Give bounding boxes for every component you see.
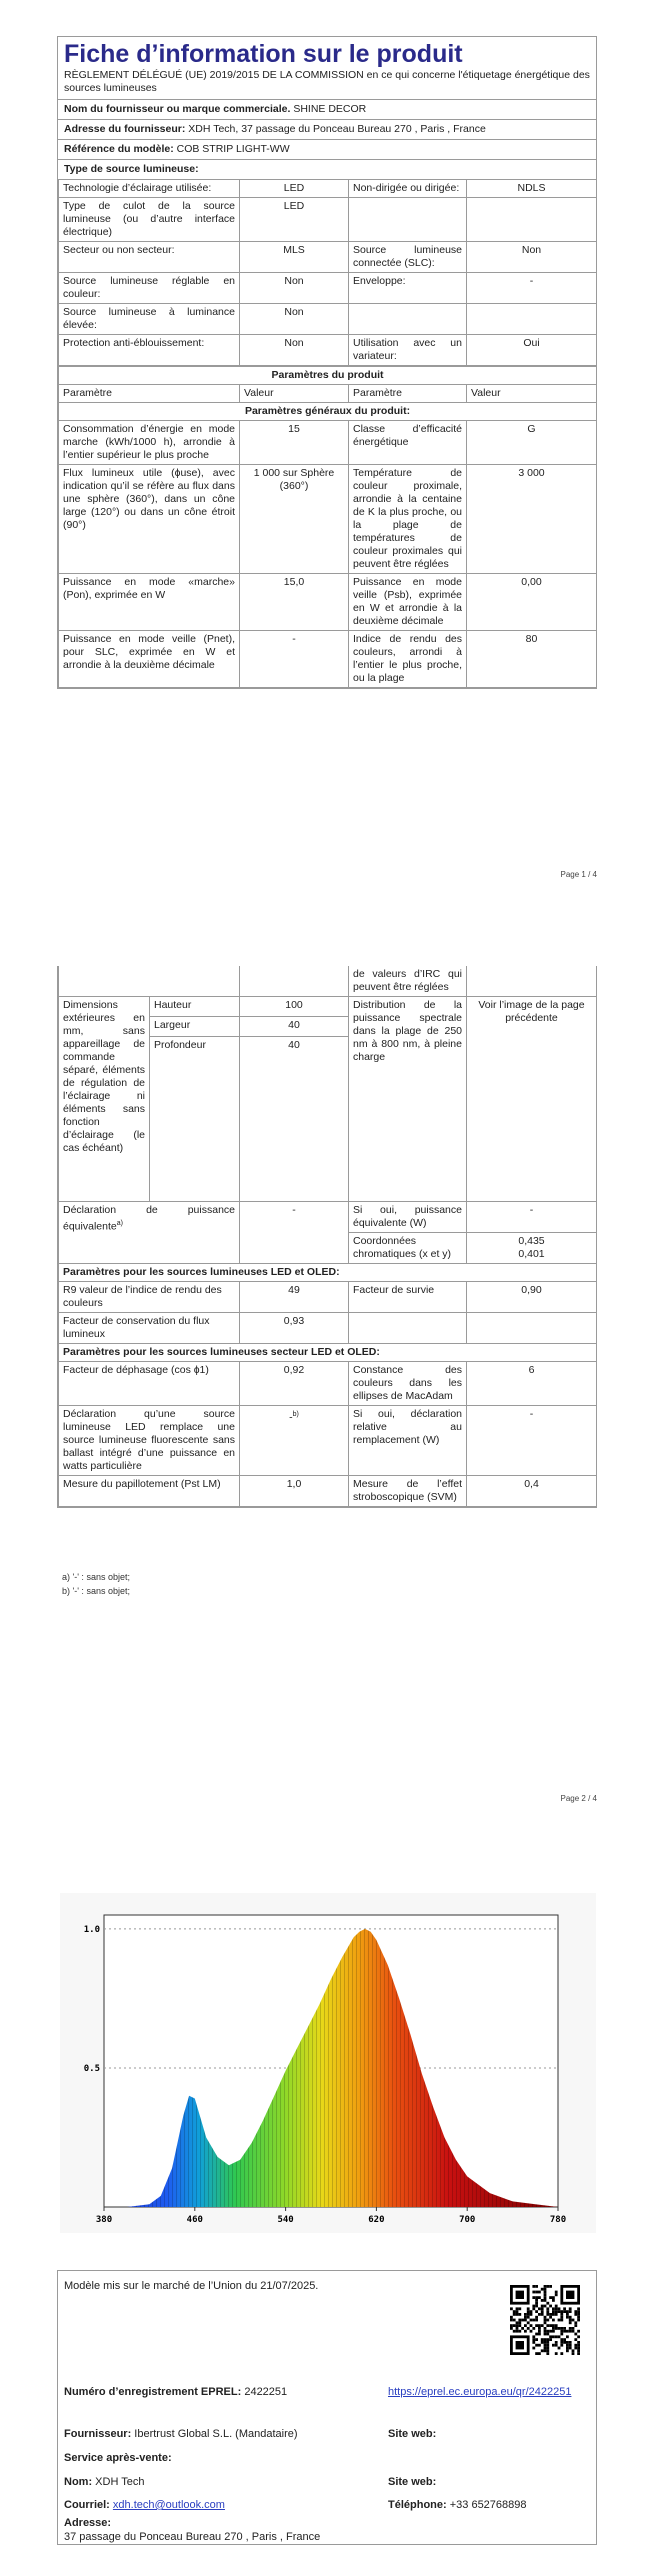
source-value: LED — [240, 180, 349, 198]
model-row — [58, 140, 596, 160]
param-label: Flux lumineux utile (ɸuse), avec indication qu’il se réfère au flux dans une sphère (360°), dans un cône large (120°) ou dans un cône étroit (90°) — [59, 465, 240, 574]
source-label: Secteur ou non secteur: — [59, 242, 240, 273]
model-label: Référence du modèle: — [64, 143, 174, 155]
address-row — [58, 120, 596, 140]
phase-value: 0,92 — [240, 1362, 349, 1406]
eprel-number: 2422251 — [244, 2386, 288, 2398]
param-value: G — [467, 421, 597, 465]
dimensions-row — [59, 997, 597, 1017]
phone-label: Téléphone: — [388, 2499, 447, 2511]
card-address-label — [64, 2516, 111, 2530]
param-label: Consommation d’énergie en mode marche (kWh/1000 h), arrondie à l’entier supérieur le plus proche — [59, 421, 240, 465]
eprel-link[interactable]: https://eprel.ec.europa.eu/qr/2422251 — [388, 2386, 572, 2398]
source-row — [59, 335, 597, 366]
chroma-label: Coordonnées chromatiques (x et y) — [349, 1233, 467, 1264]
r9-label: R9 valeur de l’indice de rendu des couleurs — [59, 1282, 240, 1313]
qr-code-icon[interactable] — [510, 2285, 580, 2355]
equiv-label-text: Déclaration de puissance équivalente — [63, 1204, 235, 1233]
replace-w-label: Si oui, déclaration relative au remplacement (W) — [349, 1406, 467, 1476]
source-type-heading — [58, 160, 596, 179]
source-label: Source lumineuse à luminance élevée: — [59, 304, 240, 335]
param-label: Classe d’efficacité énergétique — [349, 421, 467, 465]
source-row — [59, 242, 597, 273]
website-label-2 — [388, 2475, 436, 2489]
dim-name: Hauteur — [150, 997, 240, 1017]
macadam-value: 6 — [467, 1362, 597, 1406]
continued-text: de valeurs d’IRC qui peuvent être réglées — [349, 966, 467, 997]
supplier-value: SHINE DECOR — [293, 103, 367, 115]
card-address-label-text: Adresse: — [64, 2517, 112, 2529]
equiv-value: - — [240, 1202, 349, 1264]
source-value: Non — [240, 273, 349, 304]
source-value: Non — [467, 242, 597, 273]
card-supplier-label: Fournisseur: — [64, 2428, 132, 2440]
page-2-sheet — [57, 966, 597, 1508]
flux-value: 0,93 — [240, 1313, 349, 1344]
param-label: Température de couleur proximale, arrondie à la centaine de K la plus proche, ou la plage de températures de couleur proximales qui peuvent être réglées — [349, 465, 467, 574]
source-value — [467, 304, 597, 335]
source-value: MLS — [240, 242, 349, 273]
phase-row — [59, 1362, 597, 1406]
macadam-label: Constance des couleurs dans les ellipses de MacAdam — [349, 1362, 467, 1406]
source-row — [59, 198, 597, 242]
param-label: Indice de rendu des couleurs, arrondi à l’entier le plus proche, ou la plage — [349, 631, 467, 688]
survival-label: Facteur de survie — [349, 1282, 467, 1313]
eprel-label: Numéro d’enregistrement EPREL: — [64, 2386, 242, 2398]
footnotes — [62, 1570, 130, 1598]
param-value: 80 — [467, 631, 597, 688]
spectral-distribution-chart — [60, 1893, 596, 2233]
source-label: Source lumineuse connectée (SLC): — [349, 242, 467, 273]
dim-name: Profondeur — [150, 1037, 240, 1202]
address-value: XDH Tech, 37 passage du Ponceau Bureau 270 , Paris , France — [188, 123, 486, 135]
after-sales-label-text: Service après-vente: — [64, 2452, 172, 2464]
phone-line — [388, 2498, 527, 2512]
phone-value: +33 652768898 — [449, 2499, 527, 2511]
source-label: Source lumineuse réglable en couleur: — [59, 273, 240, 304]
param-value: 3 000 — [467, 465, 597, 574]
params-title-row — [59, 367, 597, 385]
footnote-b: b) '-' : sans objet; — [62, 1586, 130, 1596]
footnote-a: a) '-' : sans objet; — [62, 1572, 130, 1582]
col-header-value: Valeur — [240, 385, 349, 403]
flicker-value: 1,0 — [240, 1476, 349, 1507]
source-label — [349, 304, 467, 335]
source-value: NDLS — [467, 180, 597, 198]
flux-label: Facteur de conservation du flux lumineux — [59, 1313, 240, 1344]
x-tick-label: 700 — [459, 2215, 476, 2225]
chroma-x: 0,435 — [518, 1235, 545, 1247]
source-value: Non — [240, 335, 349, 366]
address-label: Adresse du fournisseur: — [64, 123, 186, 135]
param-value: - — [240, 631, 349, 688]
page-1-sheet — [57, 36, 597, 689]
source-label — [349, 198, 467, 242]
mains-section-title: Paramètres pour les sources lumineuses secteur LED et OLED: — [59, 1344, 597, 1362]
flux-row — [59, 1313, 597, 1344]
card-supplier-value: Ibertrust Global S.L. (Mandataire) — [134, 2428, 298, 2440]
mains-section-row — [59, 1344, 597, 1362]
email-link[interactable]: xdh.tech@outlook.com — [112, 2499, 225, 2511]
x-tick-label: 780 — [549, 2215, 567, 2225]
name-line — [64, 2475, 145, 2489]
y-tick-label: 0.5 — [83, 2063, 100, 2074]
y-tick-label: 1.0 — [83, 1924, 100, 1935]
col-header-param: Paramètre — [349, 385, 467, 403]
source-type-label: Type de source lumineuse: — [64, 163, 199, 175]
equiv-label — [59, 1202, 240, 1264]
source-row — [59, 180, 597, 198]
chroma-y: 0,401 — [518, 1248, 545, 1260]
spd-label: Distribution de la puissance spectrale dans la plage de 250 nm à 800 nm, à pleine charge — [349, 997, 467, 1202]
equiv-w-value: - — [467, 1202, 597, 1233]
website-label-2-text: Site web: — [388, 2476, 437, 2488]
general-param-row — [59, 465, 597, 574]
col-header-value: Valeur — [467, 385, 597, 403]
source-label: Type de culot de la source lumineuse (ou d’autre interface électrique) — [59, 198, 240, 242]
x-tick-label: 460 — [186, 2215, 203, 2225]
equivalent-row — [59, 1202, 597, 1233]
product-params-table — [58, 366, 597, 688]
spd-value: Voir l’image de la page précédente — [467, 997, 597, 1202]
website-label-1 — [388, 2427, 436, 2441]
source-label: Enveloppe: — [349, 273, 467, 304]
name-label: Nom: — [64, 2476, 93, 2488]
replace-row — [59, 1406, 597, 1476]
phase-label: Facteur de déphasage (cos ɸ1) — [59, 1362, 240, 1406]
params-col-header-row — [59, 385, 597, 403]
page-2-table — [58, 966, 597, 1507]
general-title-row — [59, 403, 597, 421]
equiv-w-label: Si oui, puissance équivalente (W) — [349, 1202, 467, 1233]
source-value — [467, 198, 597, 242]
equiv-footnote-ref: a) — [116, 1220, 123, 1227]
eprel-info-card — [57, 2270, 597, 2545]
website-label-1-text: Site web: — [388, 2428, 437, 2440]
flicker-label: Mesure du papillotement (Pst LM) — [59, 1476, 240, 1507]
email-label: Courriel: — [64, 2499, 110, 2511]
card-address-value: 37 passage du Ponceau Bureau 270 , Paris , France — [64, 2531, 321, 2543]
spectrum-svg — [60, 1893, 596, 2233]
param-value: 15 — [240, 421, 349, 465]
source-row — [59, 304, 597, 335]
flicker-row — [59, 1476, 597, 1507]
general-param-row — [59, 574, 597, 631]
dimensions-label: Dimensions extérieures en mm, sans appareillage de commande séparé, éléments de régulation de l’éclairage ni éléments sans fonction d’éclairage (le cas échéant) — [59, 997, 150, 1202]
survival-value: 0,90 — [467, 1282, 597, 1313]
model-value: COB STRIP LIGHT-WW — [176, 143, 290, 155]
replace-label: Déclaration qu’une source lumineuse LED remplace une source lumineuse fluorescente sans ballast intégré d’une puissance en watts particulière — [59, 1406, 240, 1476]
source-value: - — [467, 273, 597, 304]
regulation-subtitle: RÈGLEMENT DÉLÉGUÉ (UE) 2019/2015 DE LA COMMISSION en ce qui concerne l'étiquetage énergétique des sources lumineuses — [58, 69, 596, 100]
source-label: Utilisation avec un variateur: — [349, 335, 467, 366]
param-value: 0,00 — [467, 574, 597, 631]
replace-footnote-ref: b) — [292, 1411, 299, 1418]
general-param-row — [59, 421, 597, 465]
source-value: Oui — [467, 335, 597, 366]
r9-value: 49 — [240, 1282, 349, 1313]
strobo-value: 0,4 — [467, 1476, 597, 1507]
replace-value-text: - — [289, 1411, 293, 1424]
source-value: Non — [240, 304, 349, 335]
page-number: Page 2 / 4 — [560, 1794, 597, 1803]
eprel-registration — [64, 2385, 287, 2399]
source-value: LED — [240, 198, 349, 242]
param-value: 1 000 sur Sphère (360°) — [240, 465, 349, 574]
param-label: Puissance en mode veille (Psb), exprimée en W et arrondie à la deuxième décimale — [349, 574, 467, 631]
source-row — [59, 273, 597, 304]
continued-row — [59, 966, 597, 997]
supplier-row — [58, 100, 596, 120]
source-label: Non-dirigée ou dirigée: — [349, 180, 467, 198]
r9-row — [59, 1282, 597, 1313]
page-title: Fiche d’information sur le produit — [64, 40, 463, 68]
supplier-line — [64, 2427, 298, 2441]
supplier-label: Nom du fournisseur ou marque commerciale. — [64, 103, 291, 115]
source-label: Protection anti-éblouissement: — [59, 335, 240, 366]
replace-w-value: - — [467, 1406, 597, 1476]
params-title: Paramètres du produit — [59, 367, 597, 385]
source-label: Technologie d’éclairage utilisée: — [59, 180, 240, 198]
dim-value: 40 — [240, 1017, 349, 1037]
led-section-row — [59, 1264, 597, 1282]
param-label: Puissance en mode veille (Pnet), pour SLC, exprimée en W et arrondie à la deuxième décimale — [59, 631, 240, 688]
eprel-link-box — [388, 2385, 588, 2399]
replace-value — [240, 1406, 349, 1476]
x-tick-label: 620 — [368, 2215, 385, 2225]
page-number: Page 1 / 4 — [560, 870, 597, 879]
after-sales-label — [64, 2451, 172, 2465]
x-tick-label: 540 — [277, 2215, 294, 2225]
param-label: Puissance en mode «marche» (Pon), exprimée en W — [59, 574, 240, 631]
strobo-label: Mesure de l’effet stroboscopique (SVM) — [349, 1476, 467, 1507]
dim-name: Largeur — [150, 1017, 240, 1037]
general-param-row — [59, 631, 597, 688]
led-section-title: Paramètres pour les sources lumineuses LED et OLED: — [59, 1264, 597, 1282]
dim-value: 100 — [240, 997, 349, 1017]
param-value: 15,0 — [240, 574, 349, 631]
dim-value: 40 — [240, 1037, 349, 1202]
col-header-param: Paramètre — [59, 385, 240, 403]
x-tick-label: 380 — [95, 2215, 113, 2225]
general-title: Paramètres généraux du produit: — [59, 403, 597, 421]
chroma-values — [467, 1233, 597, 1264]
name-value: XDH Tech — [95, 2476, 145, 2488]
market-date-text: Modèle mis sur le marché de l’Union du 21/07/2025. — [64, 2280, 319, 2292]
source-type-table — [58, 179, 597, 366]
email-line — [64, 2498, 225, 2512]
